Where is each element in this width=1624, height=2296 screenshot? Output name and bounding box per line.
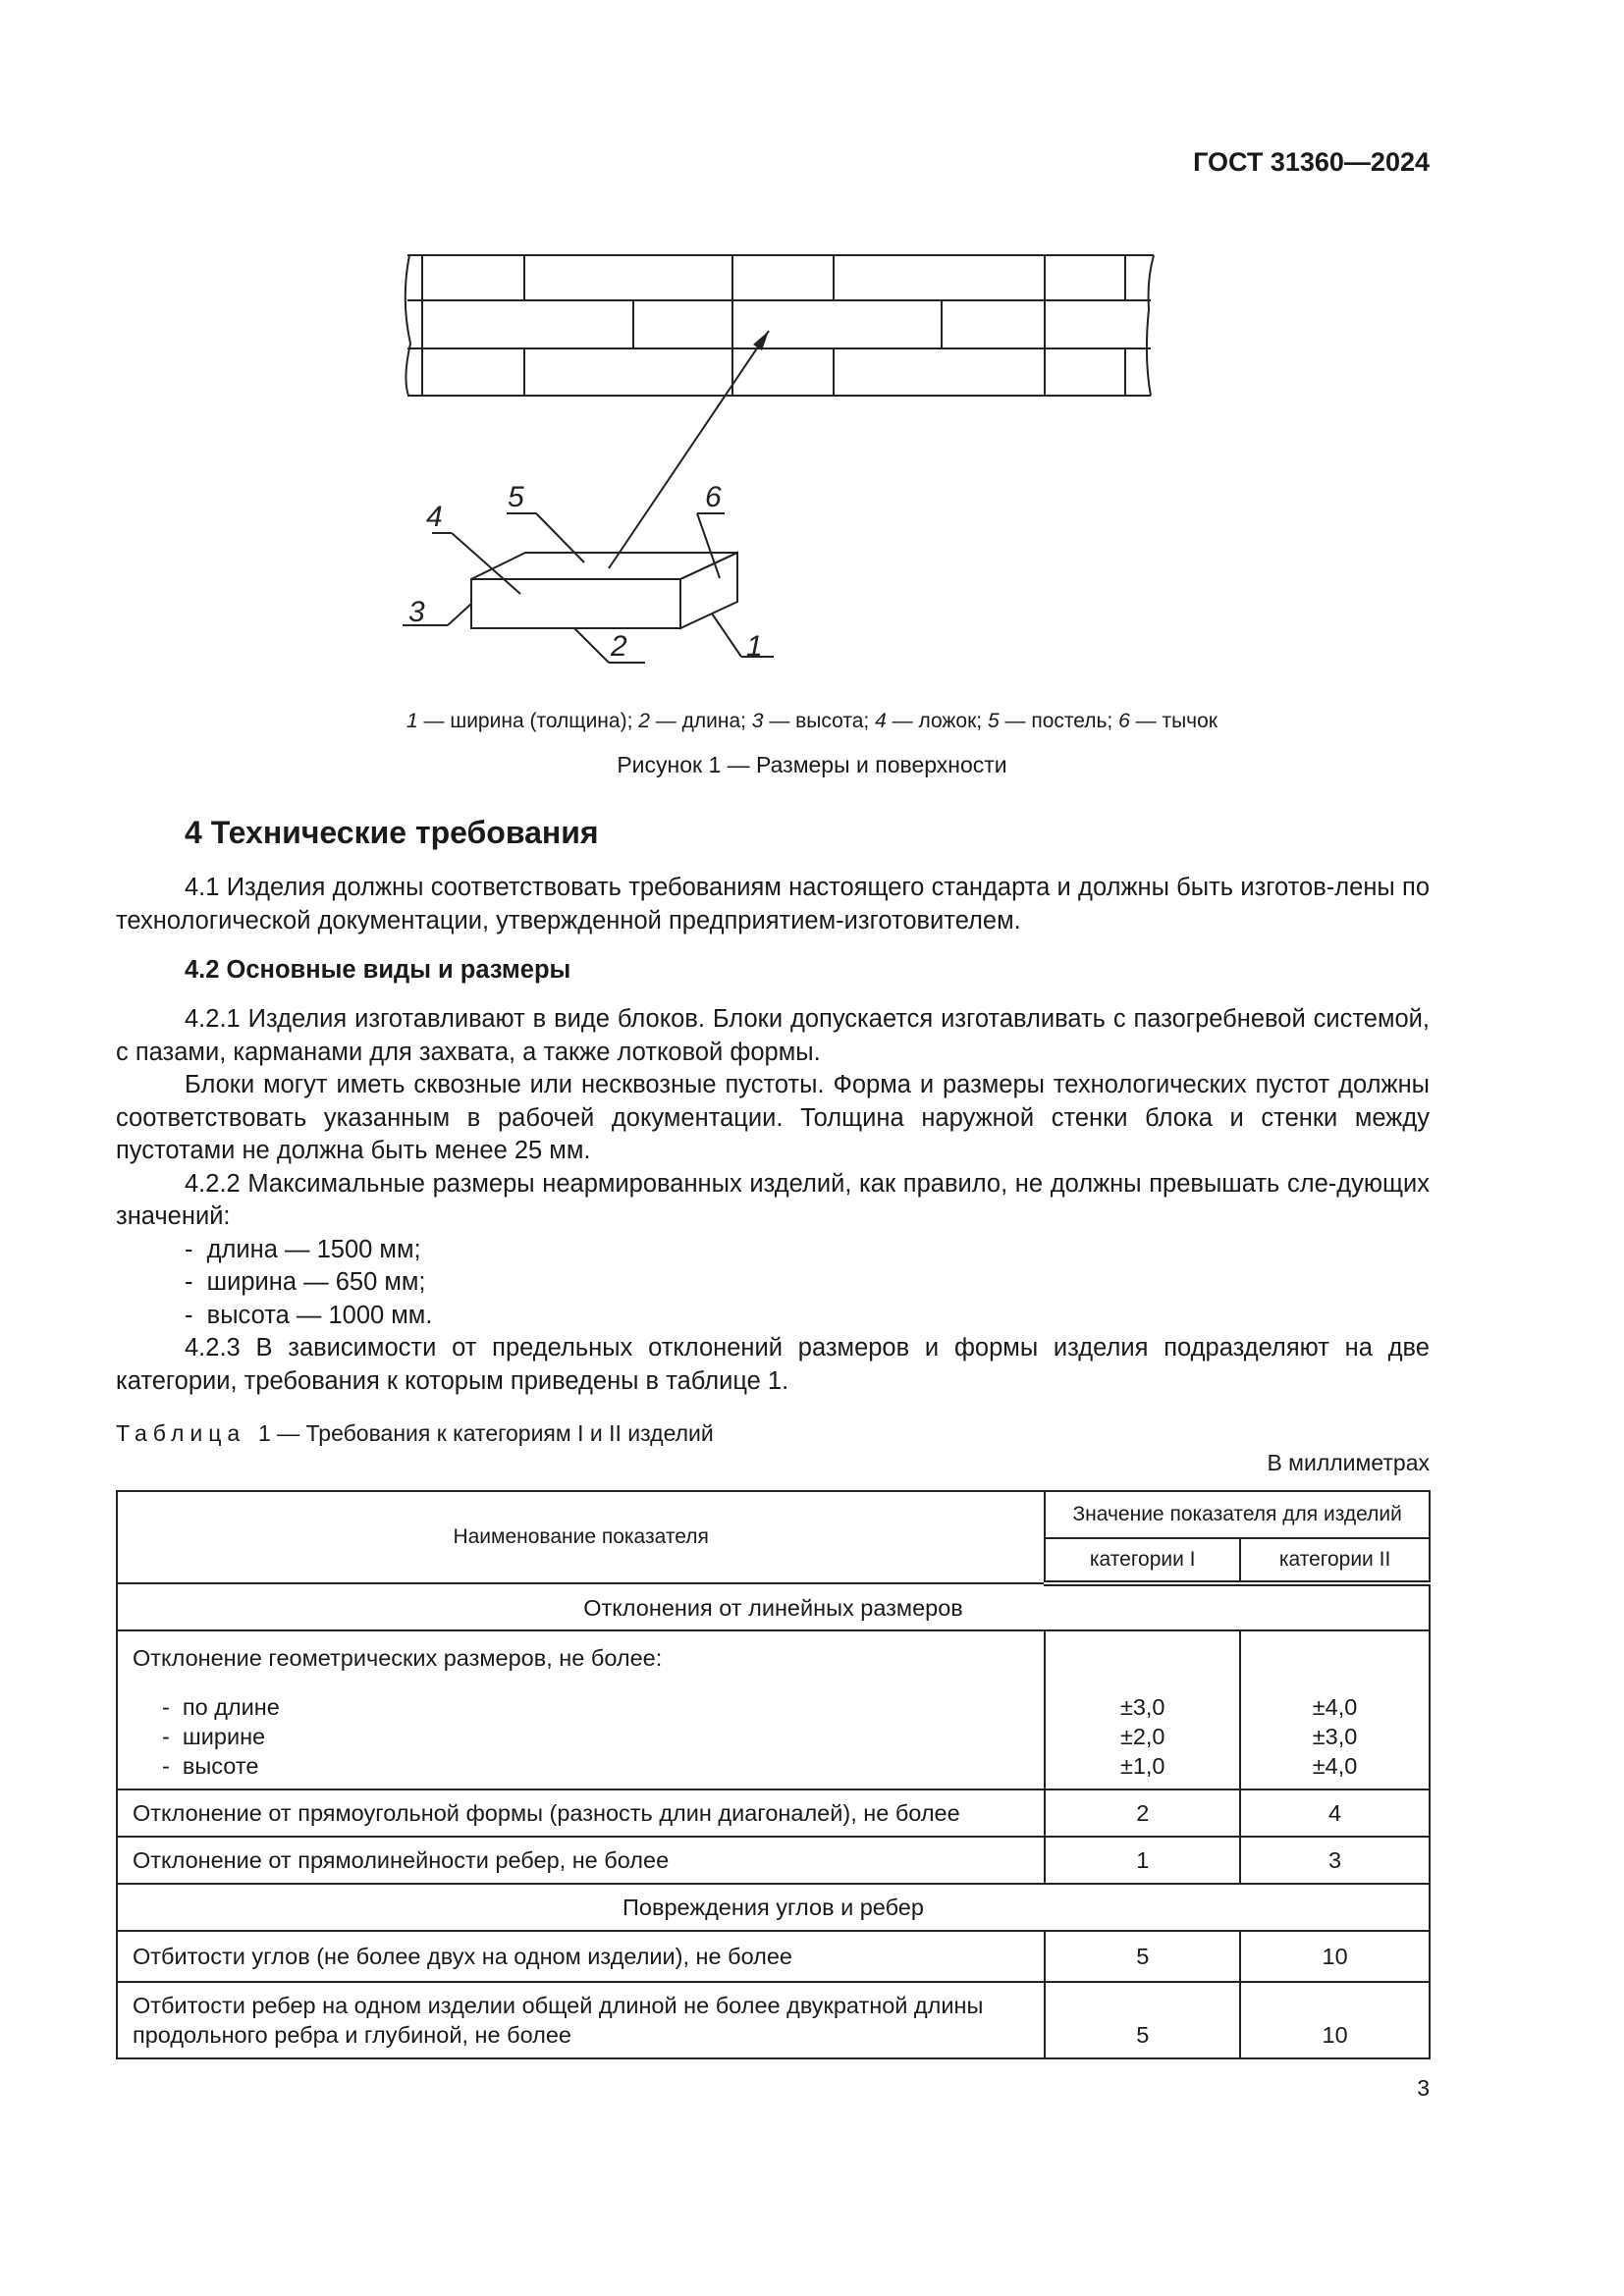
cell-value: 2 [1045,1789,1240,1837]
paragraph-4-1: 4.1 Изделия должны соответствовать требованиям настоящего стандарта и должны быть изготов-лены по технологической документации, утвержденной предприятием-изготовителем. [116,874,1430,934]
cell-value: 5 [1045,1982,1240,2058]
requirements-table [116,1490,1431,2059]
list-item: - высота — 1000 мм. [185,1300,1430,1333]
paragraph-4-2-1: 4.2.1 Изделия изготавливают в виде блоков. Блоки допускается изготавливать с пазогребневой системой, с пазами, карманами для захвата, а также лотковой формы. [116,1005,1430,1066]
header-category-1: категории I [1045,1538,1240,1583]
row-label: Отклонение геометрических размеров, не более: [133,1645,663,1671]
cell-value: ±4,0 [1312,1694,1358,1720]
list-item: - высоте [162,1751,1029,1781]
cell-value: 4 [1240,1789,1430,1837]
legend-num: 3 [751,710,764,732]
legend-num: 4 [875,710,887,732]
cell-value: ±1,0 [1119,1753,1165,1779]
figure-label-5: 5 [508,481,524,513]
figure-legend [0,710,1624,733]
legend-text: — ложок; [886,710,988,732]
cell-value: ±3,0 [1119,1694,1165,1720]
cell-value: ±4,0 [1312,1753,1358,1779]
dimension-sublist [133,1692,1029,1781]
cell-value: 10 [1240,1982,1430,2058]
section-body-4-2 [116,1003,1430,1398]
legend-text: — постель; [999,710,1119,732]
legend-text: — высота; [763,710,876,732]
paragraph-4-2-3: 4.2.3 В зависимости от предельных отклонений размеров и формы изделия подразделяют на две категории, требования к которым приведены в таблице 1. [116,1334,1430,1395]
document-header: ГОСТ 31360—2024 [1193,147,1430,177]
section-damage: Повреждения углов и ребер [117,1884,1430,1931]
table-row [117,1837,1430,1884]
cell-value: 3 [1240,1837,1430,1884]
header-indicator-value: Значение показателя для изделий [1045,1491,1430,1538]
table-title-word: Таблица [116,1420,246,1446]
list-item: - ширина — 650 мм; [185,1266,1430,1300]
cell-value: 1 [1045,1837,1240,1884]
cell-value: 5 [1045,1931,1240,1982]
table-row [117,1630,1430,1789]
section-title: 4 Технические требования [185,815,599,850]
figure-1-block-surfaces [393,250,1178,682]
figure-caption: Рисунок 1 — Размеры и поверхности [617,752,1007,777]
page-number: 3 [1417,2075,1430,2101]
section-linear-deviations: Отклонения от линейных размеров [117,1583,1430,1630]
cell-value: ±3,0 [1312,1724,1358,1749]
table-row [117,1982,1430,2058]
legend-text: — ширина (толщина); [417,710,639,732]
figure-label-1: 1 [746,630,763,663]
cell-value: ±2,0 [1119,1724,1165,1749]
legend-text: — длина; [649,710,752,732]
table-section-row [117,1884,1430,1931]
subsection-title: 4.2 Основные виды и размеры [185,956,571,984]
header-indicator-name: Наименование показателя [117,1491,1045,1583]
table-section-row [117,1583,1430,1630]
table-units: В миллиметрах [1267,1450,1430,1475]
header-category-2: категории II [1240,1538,1430,1583]
legend-text: — тычок [1129,710,1218,732]
legend-num: 6 [1118,710,1130,732]
legend-num: 5 [987,710,1000,732]
max-dimensions-list [116,1234,1430,1333]
table-row [117,1931,1430,1982]
list-item: - длина — 1500 мм; [185,1234,1430,1267]
legend-num: 2 [638,710,650,732]
paragraph-4-2-2: 4.2.2 Максимальные размеры неармированных изделий, как правило, не должны превышать сле-дующих значений: [116,1169,1430,1230]
legend-num: 1 [406,710,418,732]
list-item: - ширине [162,1722,1029,1751]
table-title [116,1420,714,1447]
row-label: Отбитости углов (не более двух на одном изделии), не более [117,1931,1045,1982]
list-item: - по длине [162,1692,1029,1722]
figure-label-4: 4 [426,501,443,533]
cell-value: 10 [1240,1931,1430,1982]
figure-label-2: 2 [611,630,627,663]
row-label: Отбитости ребер на одном изделии общей длиной не более двукратной длины продольного ребра и глубиной, не более [117,1982,1045,2058]
paragraph-voids: Блоки могут иметь сквозные или несквозные пустоты. Форма и размеры технологических пустот должны соответствовать указанным в рабочей документации. Толщина наружной стенки блока и стенки между пустотами не должна быть менее 25 мм. [116,1071,1430,1164]
table-row [117,1789,1430,1837]
figure-label-3: 3 [408,596,425,628]
row-label: Отклонение от прямолинейности ребер, не более [117,1837,1045,1884]
row-label: Отклонение от прямоугольной формы (разность длин диагоналей), не более [117,1789,1045,1837]
figure-label-6: 6 [705,481,722,513]
section-body-4-1 [116,872,1430,937]
table-title-text: 1 — Требования к категориям I и II изделий [257,1420,714,1446]
